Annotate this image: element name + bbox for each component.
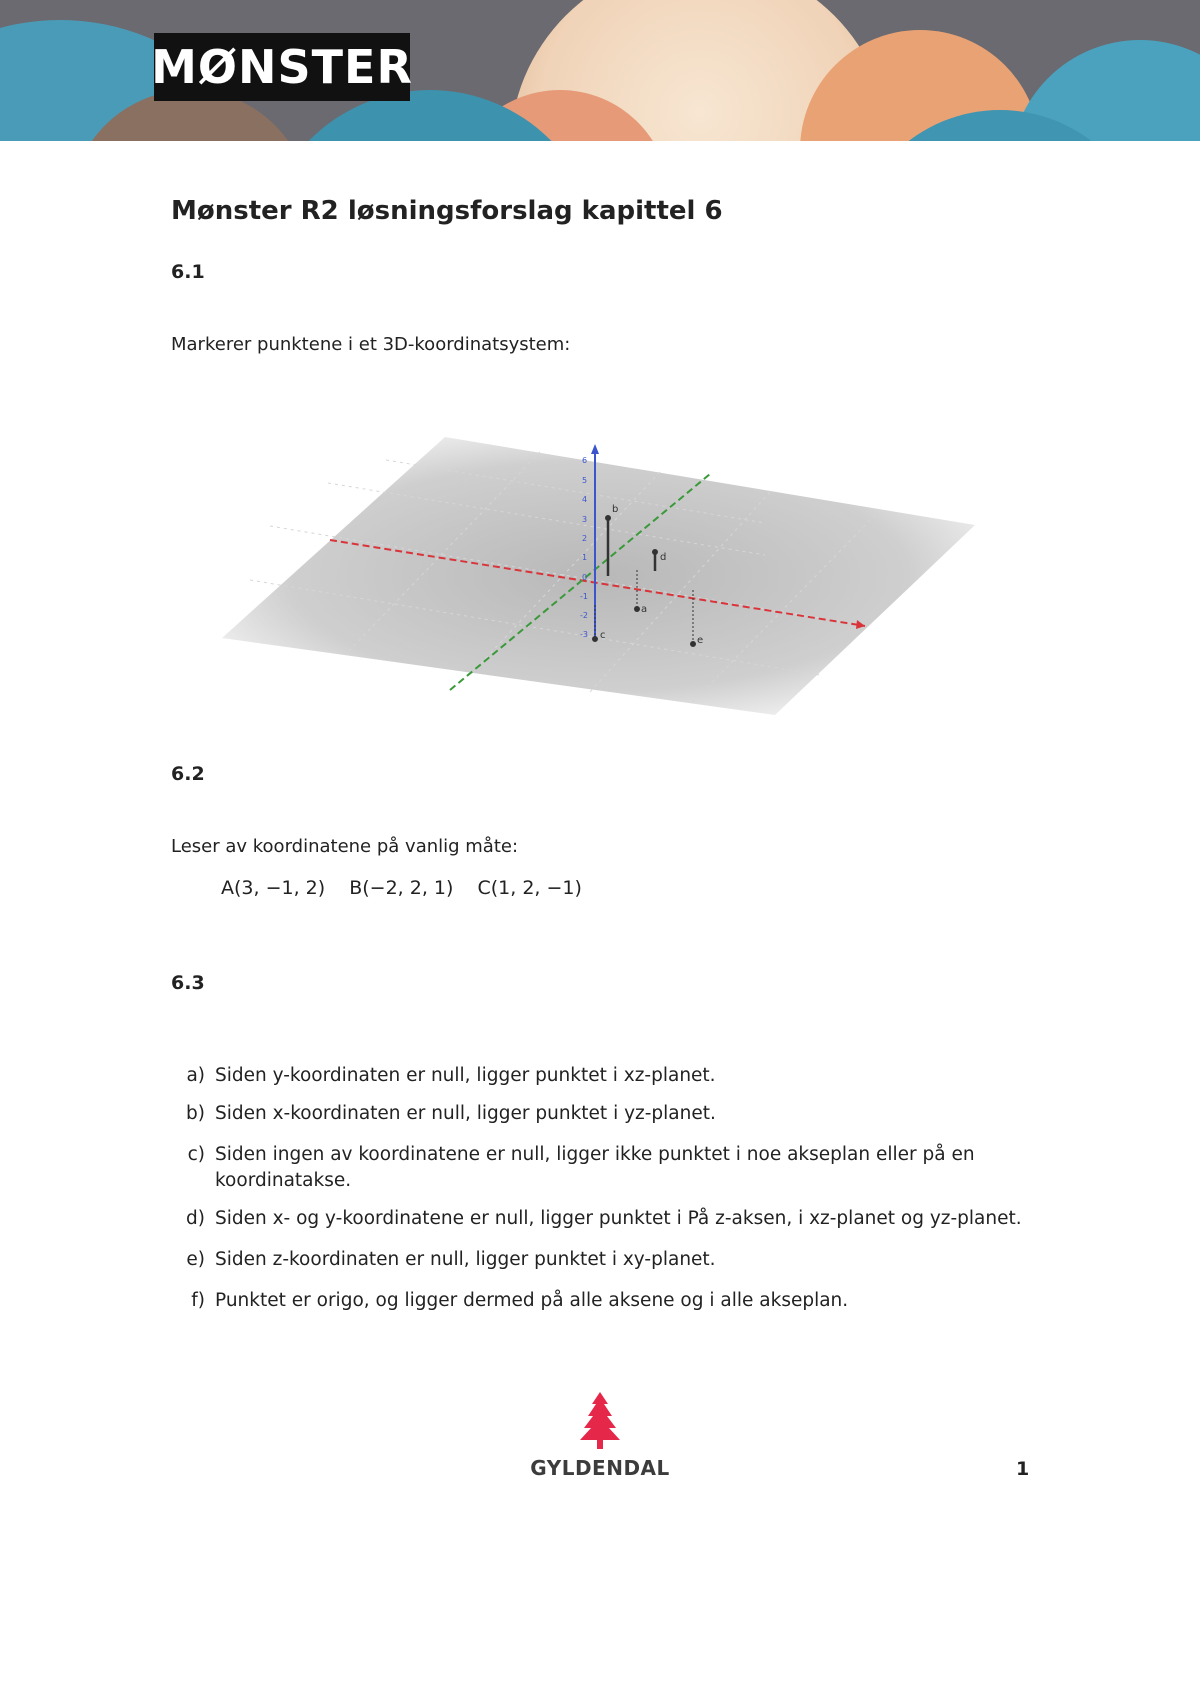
- section-heading-6-2: 6.2: [171, 763, 205, 785]
- point-c-coordinates: C(1, 2, −1): [477, 877, 582, 899]
- z-tick-label: 2: [582, 534, 588, 543]
- list-item-text: Siden z-koordinaten er null, ligger punktet i xy-planet.: [215, 1249, 716, 1270]
- section-heading-6-1: 6.1: [171, 261, 205, 283]
- list-item-label: f): [191, 1290, 205, 1311]
- brand-logo: MØNSTER: [154, 33, 410, 101]
- z-tick-label: 5: [582, 476, 588, 485]
- point-a-coordinates: A(3, −1, 2): [221, 877, 326, 899]
- header-banner: [0, 0, 1200, 141]
- point-label: b: [612, 504, 619, 515]
- list-item: [171, 1142, 1031, 1194]
- point-d: [653, 550, 658, 555]
- point-c: [593, 637, 598, 642]
- section-text-6-1: Markerer punktene i et 3D-koordinatsystem:: [171, 334, 571, 355]
- list-item-label: d): [186, 1208, 205, 1229]
- z-tick-label: -2: [580, 611, 588, 620]
- point-label: a: [641, 604, 648, 615]
- z-axis-arrow: [591, 444, 599, 454]
- list-item-text: Punktet er origo, og ligger dermed på alle aksene og i alle akseplan.: [215, 1290, 849, 1311]
- point-b: [606, 516, 611, 521]
- list-item-label: c): [187, 1144, 205, 1165]
- list-item-text: Siden x-koordinaten er null, ligger punktet i yz-planet.: [215, 1103, 716, 1124]
- z-tick-label: 0: [582, 573, 588, 582]
- z-tick-label: 3: [582, 515, 588, 524]
- list-item-text: Siden y-koordinaten er null, ligger punktet i xz-planet.: [215, 1065, 716, 1086]
- list-item-label: b): [186, 1103, 205, 1124]
- point-e: [691, 642, 696, 647]
- list-item: [171, 1206, 1031, 1232]
- publisher-name: GYLDENDAL: [530, 1456, 670, 1480]
- z-tick-label: 1: [582, 553, 588, 562]
- section-text-6-2: Leser av koordinatene på vanlig måte:: [171, 836, 519, 857]
- list-item: [171, 1101, 1031, 1127]
- point-label: e: [697, 635, 704, 646]
- page-number: 1: [1016, 1458, 1030, 1480]
- z-tick-label: -3: [580, 630, 588, 639]
- list-item-text: Siden x- og y-koordinatene er null, ligger punktet i På z-aksen, i xz-planet og yz-planet.: [215, 1208, 1022, 1229]
- point-a: [635, 607, 640, 612]
- z-tick-label: -1: [580, 592, 588, 601]
- list-item: [171, 1247, 1031, 1273]
- list-item: [171, 1063, 1031, 1089]
- z-tick-label: 4: [582, 495, 588, 504]
- list-item-label: e): [186, 1249, 205, 1270]
- tree-icon: [574, 1390, 626, 1450]
- point-label: c: [600, 630, 606, 641]
- coordinate-list: [221, 877, 600, 899]
- point-label: d: [660, 552, 667, 563]
- coordinate-3d-figure: [210, 430, 980, 720]
- xy-plane: [222, 437, 975, 715]
- list-item-text: Siden ingen av koordinatene er null, ligger ikke punktet i noe akseplan eller på en koordinatakse.: [215, 1144, 975, 1191]
- point-b-coordinates: B(−2, 2, 1): [349, 877, 454, 899]
- z-tick-label: 6: [582, 456, 588, 465]
- publisher-logo: [520, 1390, 680, 1480]
- list-item-label: a): [186, 1065, 205, 1086]
- section-heading-6-3: 6.3: [171, 972, 205, 994]
- page-title: Mønster R2 løsningsforslag kapittel 6: [171, 196, 723, 226]
- list-item: [171, 1288, 1031, 1314]
